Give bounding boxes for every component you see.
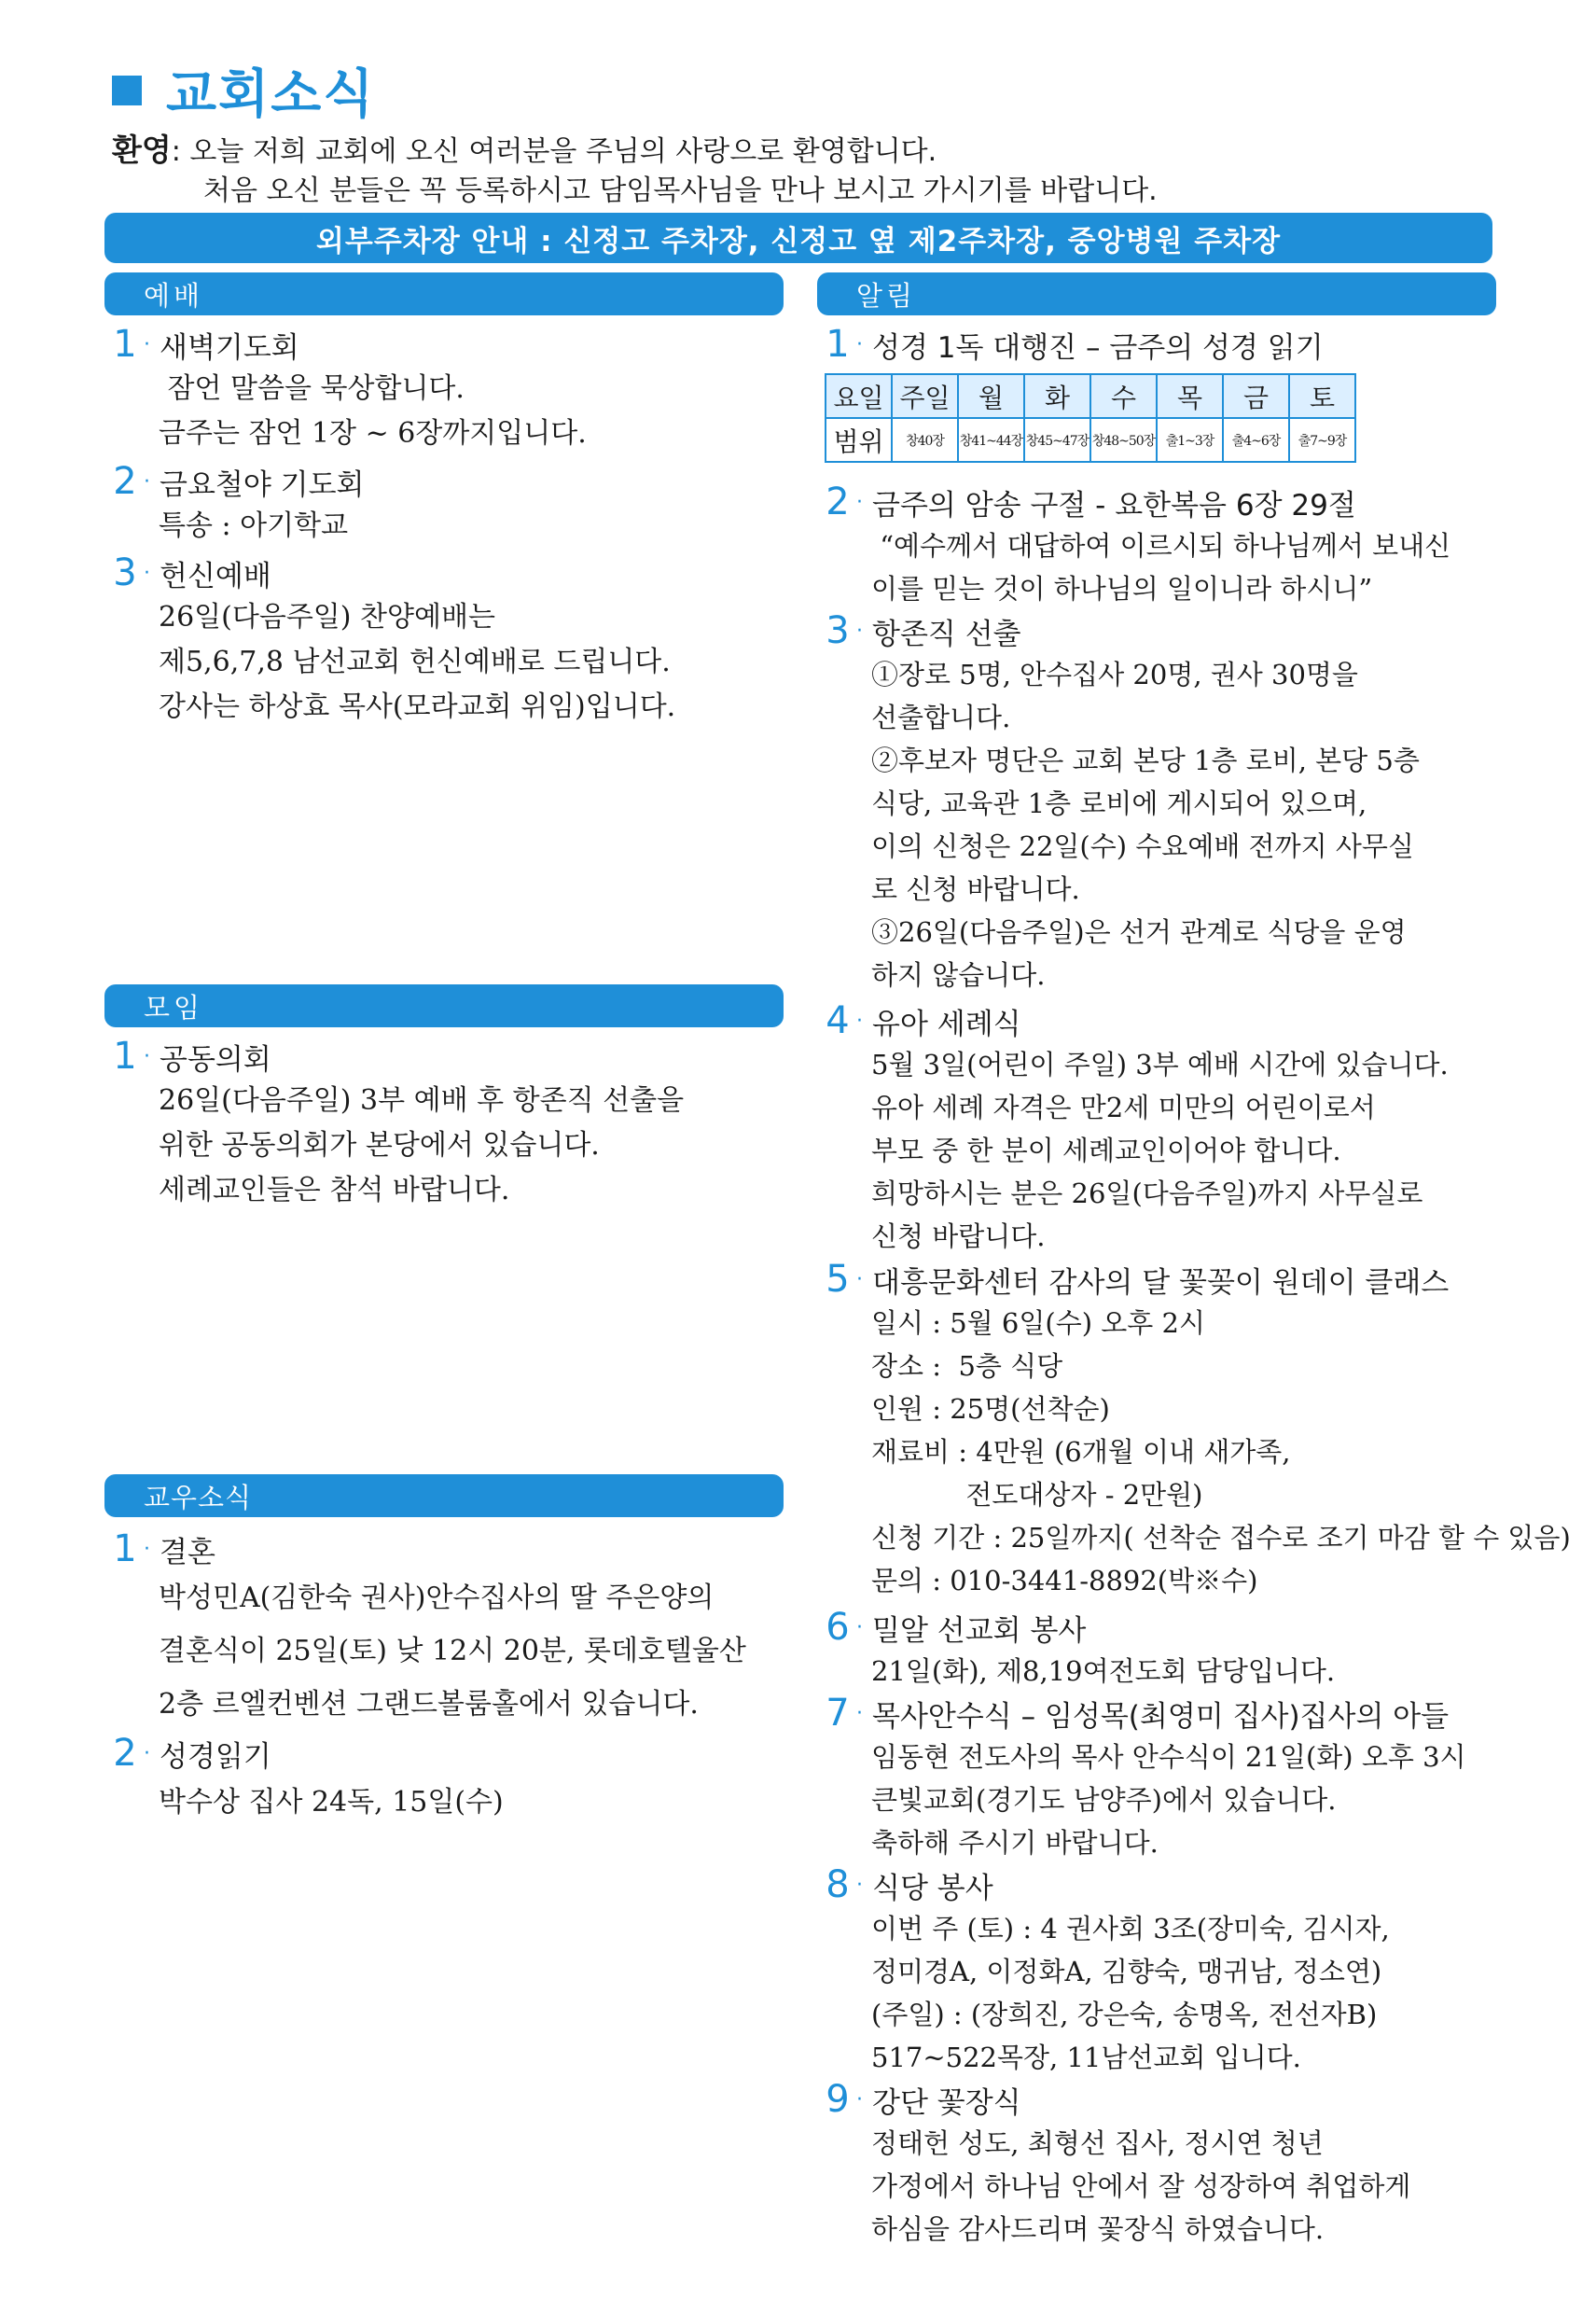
members-item-1 (112, 1526, 746, 1731)
table-cell: 출7~9장 (1289, 418, 1355, 462)
item-number: 2 (113, 1732, 137, 1775)
item-title: 헌신예배 (160, 559, 271, 593)
notices-heading: 알림 (817, 272, 1496, 315)
item-body: 잠언 말씀을 묵상합니다. 금주는 잠언 1장 ~ 6장까지입니다. (159, 372, 587, 450)
bullet-dot-icon: · (144, 469, 150, 494)
parking-banner: 외부주차장 안내 : 신정고 주차장, 신정고 옆 제2주차장, 중앙병원 주차장 (104, 213, 1492, 263)
table-cell: 주일 (892, 374, 958, 418)
item-number: 7 (826, 1692, 850, 1735)
notice-item-1 (825, 322, 1324, 367)
table-cell: 범위 (826, 418, 892, 462)
bullet-dot-icon: · (856, 1615, 863, 1639)
item-title: 유아 세례식 (872, 1007, 1021, 1041)
table-cell: 창48~50장 (1090, 418, 1157, 462)
members-item-2 (112, 1731, 504, 1830)
page-title-text: 교회소식 (166, 64, 376, 125)
item-number: 2 (826, 481, 850, 523)
item-body: 21일(화), 제8,19여전도회 담당입니다. (871, 1655, 1336, 1687)
bullet-dot-icon: · (144, 1741, 150, 1765)
item-title: 대흥문화센터 감사의 달 꽃꽂이 원데이 클래스 (872, 1265, 1450, 1300)
item-number: 1 (826, 323, 850, 366)
table-cell: 월 (958, 374, 1024, 418)
item-title: 목사안수식 – 임성목(최영미 집사)집사의 아들 (872, 1699, 1450, 1734)
welcome-line-1: : 오늘 저희 교회에 오신 여러분을 주님의 사랑으로 환영합니다. (171, 135, 937, 168)
table-cell: 요일 (826, 374, 892, 418)
item-title: 새벽기도회 (160, 330, 299, 365)
bullet-dot-icon: · (856, 332, 863, 356)
item-number: 5 (826, 1258, 850, 1301)
item-title: 성경 1독 대행진 – 금주의 성경 읽기 (872, 330, 1324, 365)
members-heading: 교우소식 (104, 1474, 784, 1517)
notice-item-5 (825, 1257, 1571, 1602)
bullet-dot-icon: · (144, 332, 150, 356)
table-cell: 창40장 (892, 418, 958, 462)
table-cell: 창41~44장 (958, 418, 1024, 462)
item-body: 26일(다음주일) 3부 예배 후 항존직 선출을 위한 공동의회가 본당에서 있습니다. 세례교인들은 참석 바랍니다. (159, 1084, 685, 1206)
item-body: 5월 3일(어린이 주일) 3부 예배 시간에 있습니다. 유아 세례 자격은 만2세 미만의 어린이로서 부모 중 한 분이 세례교인이어야 합니다. 희망하시는 분은 26일(다음주일)까지 사무실로 신청 바랍니다. (871, 1049, 1449, 1252)
item-title: 식당 봉사 (872, 1871, 993, 1905)
item-number: 4 (826, 999, 850, 1042)
item-title: 강단 꽃장식 (872, 2085, 1021, 2120)
item-number: 1 (113, 323, 137, 366)
item-body: 일시 : 5월 6일(수) 오후 2시 장소 : 5층 식당 인원 : 25명(선착순) 재료비 : 4만원 (6개월 이내 새가족, 전도대상자 - 2만원) 신청 기간 : 25일까지( 선착순 접수로 조기 마감 할 수 있음) 문의 : 010-3441-8892(박※수) (871, 1307, 1571, 1596)
bullet-dot-icon: · (856, 1267, 863, 1291)
bullet-dot-icon: · (856, 490, 863, 514)
item-body: 박수상 집사 24독, 15일(수) (159, 1786, 504, 1819)
item-body: “예수께서 대답하여 이르시되 하나님께서 보내신 이를 믿는 것이 하나님의 일이니라 하시니” (871, 530, 1451, 605)
item-number: 3 (113, 551, 137, 594)
title-square-icon (112, 76, 142, 105)
table-cell: 목 (1157, 374, 1223, 418)
item-number: 2 (113, 460, 137, 503)
welcome-label: 환영 (112, 132, 172, 168)
item-number: 8 (826, 1863, 850, 1906)
table-cell: 창45~47장 (1024, 418, 1090, 462)
worship-heading: 예배 (104, 272, 784, 315)
meeting-item-1 (112, 1034, 684, 1213)
table-cell: 금 (1223, 374, 1289, 418)
meeting-heading: 모임 (104, 984, 784, 1027)
table-cell: 출4~6장 (1223, 418, 1289, 462)
bullet-dot-icon: · (856, 2087, 863, 2112)
item-body: 박성민A(김한숙 권사)안수집사의 딸 주은양의 결혼식이 25일(토) 낮 12시 20분, 롯데호텔울산 2층 르엘컨벤션 그랜드볼룸홀에서 있습니다. (159, 1582, 746, 1721)
notice-item-2 (825, 480, 1450, 610)
item-body: ①장로 5명, 안수집사 20명, 권사 30명을 선출합니다. ②후보자 명단은 교회 본당 1층 로비, 본당 5층 식당, 교육관 1층 로비에 게시되어 있으며, 이의 신청은 22일(수) 수요예배 전까지 사무실 로 신청 바랍니다. ③26일(다음주일)은 선거 관계로 식당을 운영 하지 않습니다. (871, 659, 1420, 991)
bullet-dot-icon: · (144, 1044, 150, 1068)
item-number: 3 (826, 609, 850, 652)
bullet-dot-icon: · (856, 1873, 863, 1897)
item-body: 26일(다음주일) 찬양예배는 제5,6,7,8 남선교회 헌신예배로 드립니다. 강사는 하상효 목사(모라교회 위임)입니다. (159, 601, 676, 723)
item-title: 성경읽기 (160, 1739, 271, 1774)
item-number: 1 (113, 1035, 137, 1078)
welcome-line-2: 처음 오신 분들은 꼭 등록하시고 담임목사님을 만나 보시고 가시기를 바랍니다. (203, 174, 1158, 207)
item-title: 밀알 선교회 봉사 (872, 1613, 1087, 1648)
page-title (112, 58, 375, 123)
bullet-dot-icon: · (144, 561, 150, 585)
table-cell: 토 (1289, 374, 1355, 418)
notice-item-7 (825, 1691, 1466, 1864)
welcome-message (112, 131, 1158, 211)
item-number: 6 (826, 1606, 850, 1649)
notice-item-9 (825, 2077, 1410, 2251)
bullet-dot-icon: · (856, 1701, 863, 1725)
bullet-dot-icon: · (856, 619, 863, 643)
table-cell: 화 (1024, 374, 1090, 418)
table-cell: 수 (1090, 374, 1157, 418)
item-title: 결혼 (160, 1535, 215, 1569)
item-title: 금요철야 기도회 (160, 467, 365, 502)
table-cell: 출1~3장 (1157, 418, 1223, 462)
worship-item-1 (112, 322, 587, 456)
item-title: 금주의 암송 구절 - 요한복음 6장 29절 (872, 488, 1356, 523)
bible-reading-table (825, 373, 1356, 463)
item-body: 정태헌 성도, 최형선 집사, 정시연 청년 가정에서 하나님 안에서 잘 성장하여 취업하게 하심을 감사드리며 꽃장식 하였습니다. (871, 2127, 1411, 2245)
item-number: 9 (826, 2078, 850, 2121)
worship-item-2 (112, 459, 364, 549)
notice-item-3 (825, 608, 1420, 997)
notice-item-8 (825, 1862, 1390, 2079)
notice-item-4 (825, 998, 1449, 1258)
item-body: 특송 : 아기학교 (159, 509, 349, 542)
bullet-dot-icon: · (144, 1537, 150, 1561)
item-body: 이번 주 (토) : 4 권사회 3조(장미숙, 김시자, 정미경A, 이정화A, 김향숙, 맹귀남, 정소연) (주일) : (장희진, 강은숙, 송명옥, 전선자B) 517~522목장, 11남선교회 입니다. (871, 1913, 1390, 2073)
item-title: 공동의회 (160, 1042, 271, 1077)
notice-item-6 (825, 1605, 1335, 1693)
item-body: 임동현 전도사의 목사 안수식이 21일(화) 오후 3시 큰빛교회(경기도 남양주)에서 있습니다. 축하해 주시기 바랍니다. (871, 1741, 1466, 1859)
worship-item-3 (112, 551, 675, 730)
item-title: 항존직 선출 (872, 617, 1021, 651)
bullet-dot-icon: · (856, 1009, 863, 1033)
item-number: 1 (113, 1527, 137, 1570)
